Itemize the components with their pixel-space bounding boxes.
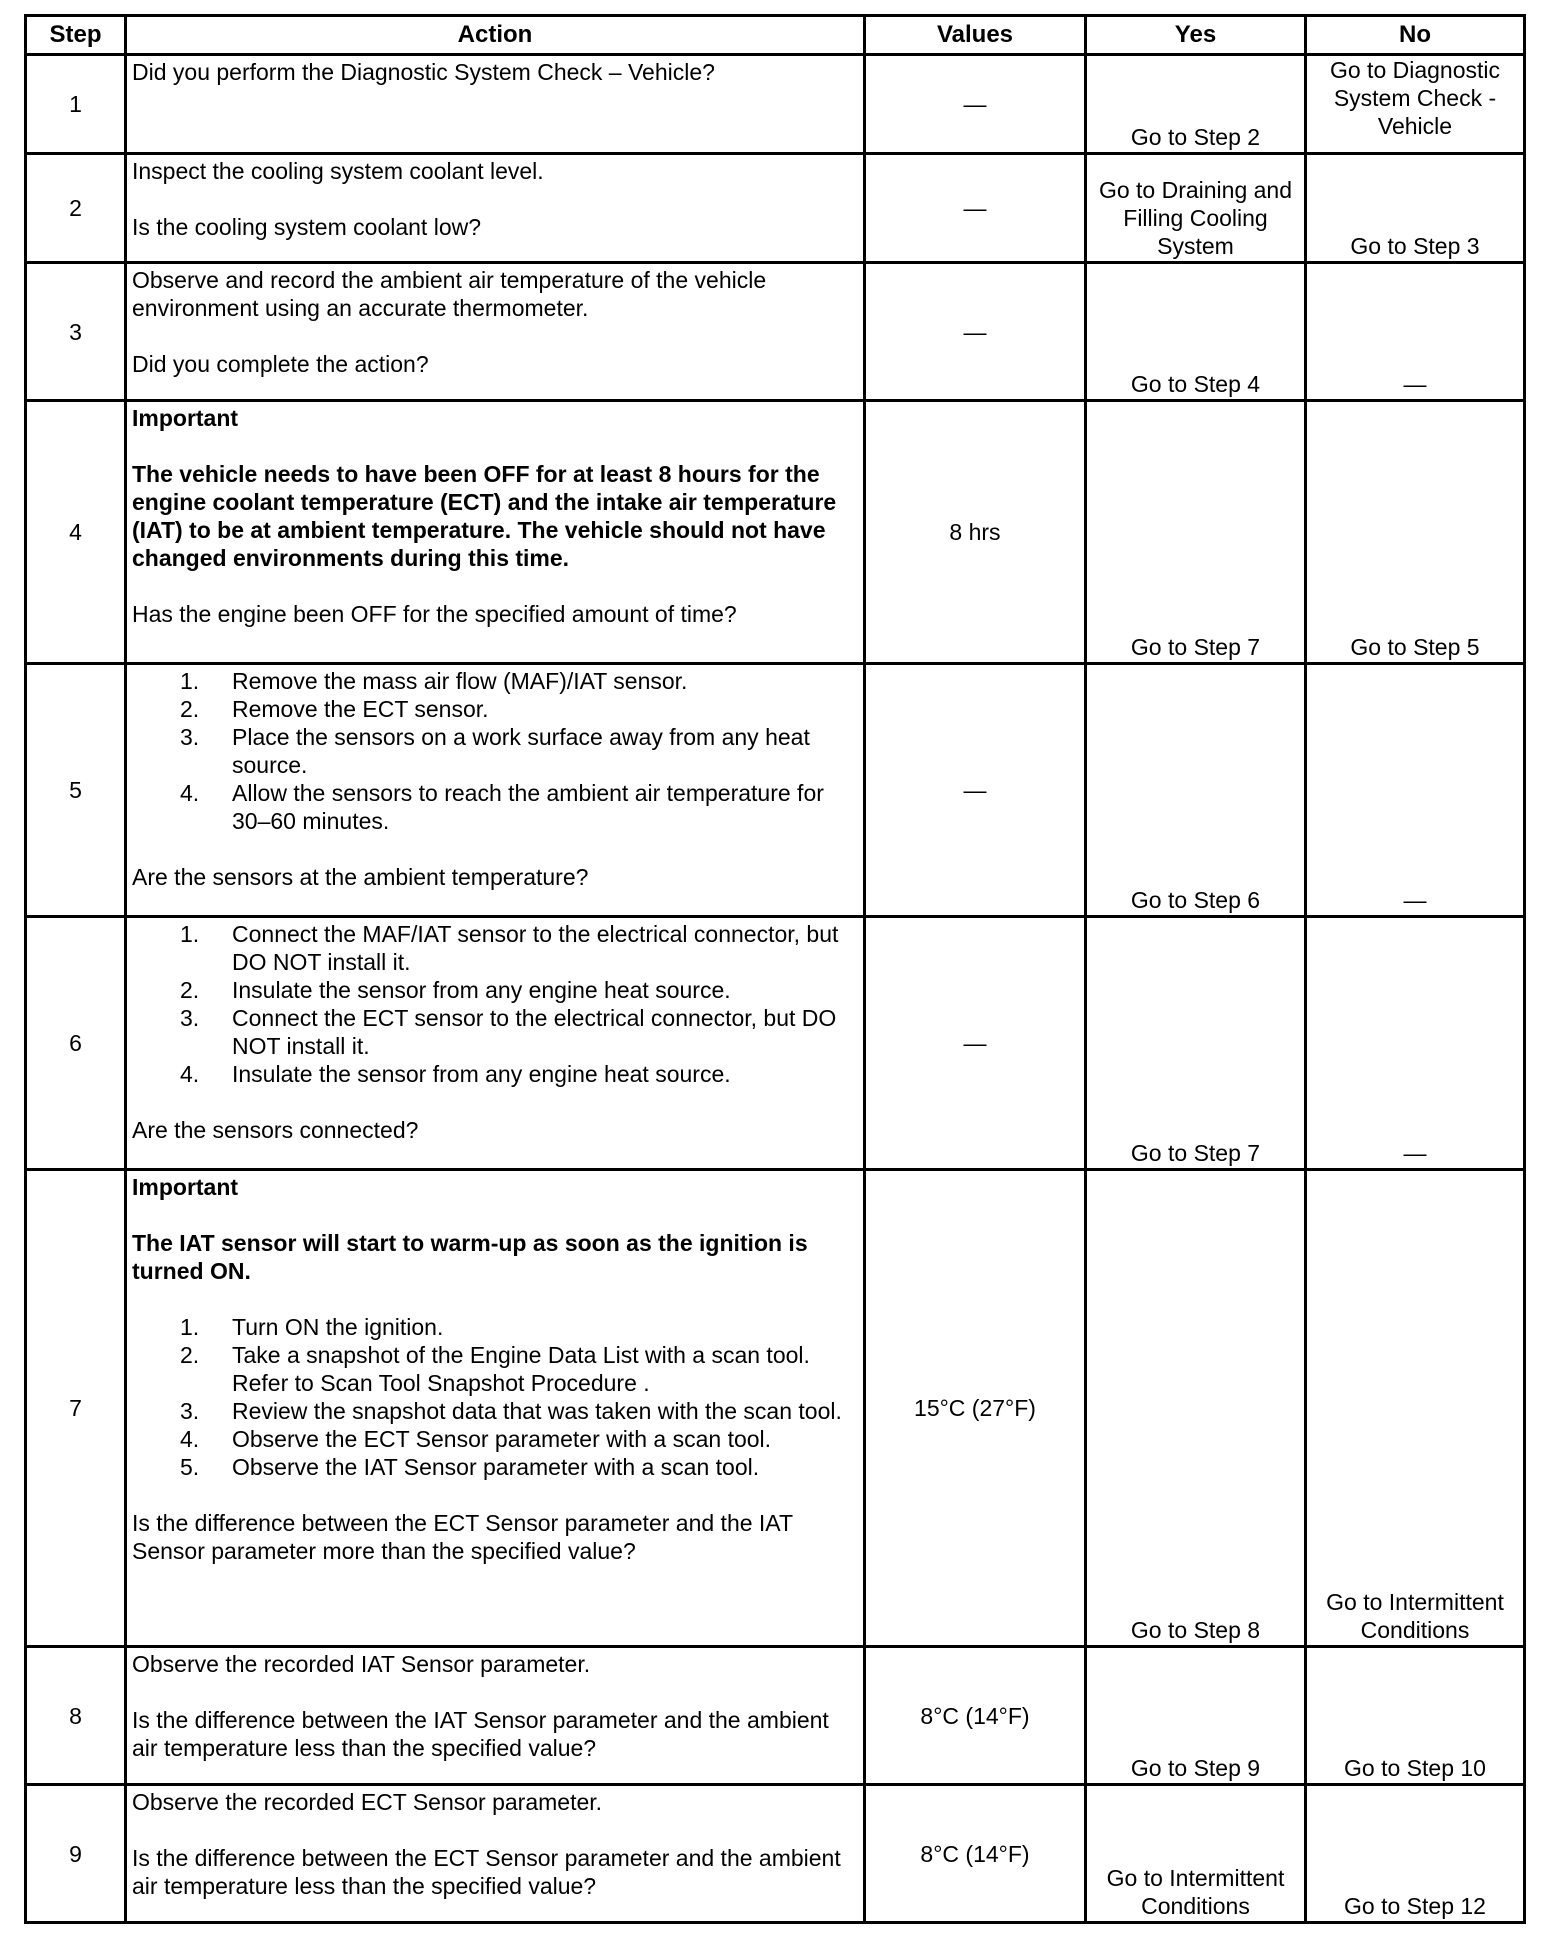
step-number: 9 <box>26 1785 126 1923</box>
list-item: 4. Insulate the sensor from any engine heat source. <box>180 1061 731 1087</box>
no-cell: Go to Diagnostic System Check - Vehicle <box>1306 55 1525 154</box>
list-item: 1. Connect the MAF/IAT sensor to the electrical connector, but DO NOT install it. <box>180 921 839 975</box>
action-question: Are the sensors at the ambient temperature? <box>132 864 589 890</box>
list-item: 4. Observe the ECT Sensor parameter with a scan tool. <box>180 1426 772 1452</box>
action-cell <box>126 917 865 1170</box>
header-values: Values <box>865 16 1086 55</box>
yes-cell: Go to Step 2 <box>1086 55 1306 154</box>
list-item: 3. Review the snapshot data that was taken with the scan tool. <box>180 1398 842 1424</box>
yes-cell: Go to Step 7 <box>1086 917 1306 1170</box>
value-cell: — <box>865 917 1086 1170</box>
action-cell <box>126 1647 865 1785</box>
value-cell: 8 hrs <box>865 401 1086 664</box>
table-row <box>26 1647 1525 1785</box>
value-cell: 8°C (14°F) <box>865 1785 1086 1923</box>
yes-cell: Go to Step 4 <box>1086 263 1306 401</box>
important-text: The vehicle needs to have been OFF for at least 8 hours for the engine coolant temperature (ECT) and the intake air temperature (IAT) to be at ambient temperature. The vehicle should not have changed environments during this time. <box>132 461 837 571</box>
no-cell: Go to Intermittent Conditions <box>1306 1170 1525 1647</box>
no-cell: Go to Step 10 <box>1306 1647 1525 1785</box>
list-item: 2. Take a snapshot of the Engine Data List with a scan tool. Refer to Scan Tool Snapshot Procedure . <box>180 1342 810 1396</box>
diagnostic-table <box>24 14 1526 1924</box>
step-number: 2 <box>26 154 126 263</box>
list-item: 2. Remove the ECT sensor. <box>180 696 489 722</box>
no-cell: — <box>1306 664 1525 917</box>
action-cell <box>126 401 865 664</box>
list-item: 5. Observe the IAT Sensor parameter with a scan tool. <box>180 1454 760 1480</box>
yes-cell: Go to Step 9 <box>1086 1647 1306 1785</box>
yes-cell: Go to Intermittent Conditions <box>1086 1785 1306 1923</box>
action-cell <box>126 664 865 917</box>
yes-cell: Go to Step 7 <box>1086 401 1306 664</box>
action-question: Is the difference between the IAT Sensor parameter and the ambient air temperature less than the specified value? <box>132 1707 829 1761</box>
step-number: 6 <box>26 917 126 1170</box>
action-question: Is the difference between the ECT Sensor parameter and the IAT Sensor parameter more than the specified value? <box>132 1510 793 1564</box>
action-question: Is the difference between the ECT Sensor parameter and the ambient air temperature less than the specified value? <box>132 1845 841 1899</box>
yes-cell: Go to Step 6 <box>1086 664 1306 917</box>
step-number: 4 <box>26 401 126 664</box>
step-number: 5 <box>26 664 126 917</box>
action-question: Has the engine been OFF for the specified amount of time? <box>132 601 737 627</box>
table-row <box>26 263 1525 401</box>
value-cell: — <box>865 55 1086 154</box>
list-item: 1. Turn ON the ignition. <box>180 1314 444 1340</box>
table-row <box>26 664 1525 917</box>
important-label: Important <box>132 1174 239 1200</box>
action-text: Observe the recorded ECT Sensor parameter. <box>132 1789 603 1815</box>
value-cell: — <box>865 664 1086 917</box>
important-label: Important <box>132 405 239 431</box>
table-row <box>26 1170 1525 1647</box>
list-item: 4. Allow the sensors to reach the ambient air temperature for 30–60 minutes. <box>180 780 824 834</box>
action-question: Is the cooling system coolant low? <box>132 214 482 240</box>
step-number: 7 <box>26 1170 126 1647</box>
no-cell: Go to Step 12 <box>1306 1785 1525 1923</box>
list-item: 3. Connect the ECT sensor to the electrical connector, but DO NOT install it. <box>180 1005 837 1059</box>
step-number: 3 <box>26 263 126 401</box>
table-row <box>26 1785 1525 1923</box>
header-step: Step <box>26 16 126 55</box>
action-question: Did you complete the action? <box>132 351 429 377</box>
list-item: 2. Insulate the sensor from any engine heat source. <box>180 977 731 1003</box>
step-number: 8 <box>26 1647 126 1785</box>
table-row <box>26 154 1525 263</box>
action-cell <box>126 55 865 154</box>
header-no: No <box>1306 16 1525 55</box>
no-cell: Go to Step 3 <box>1306 154 1525 263</box>
yes-cell: Go to Step 8 <box>1086 1170 1306 1647</box>
no-cell: — <box>1306 917 1525 1170</box>
header-action: Action <box>126 16 865 55</box>
step-list <box>132 667 858 835</box>
yes-cell: Go to Draining and Filling Cooling System <box>1086 154 1306 263</box>
important-text: The IAT sensor will start to warm-up as soon as the ignition is turned ON. <box>132 1230 808 1284</box>
no-cell: Go to Step 5 <box>1306 401 1525 664</box>
list-item: 3. Place the sensors on a work surface away from any heat source. <box>180 724 810 778</box>
action-cell <box>126 154 865 263</box>
header-row <box>26 16 1525 55</box>
action-cell <box>126 263 865 401</box>
action-text: Observe the recorded IAT Sensor parameter. <box>132 1651 591 1677</box>
action-text: Observe and record the ambient air temperature of the vehicle environment using an accurate thermometer. <box>132 267 767 321</box>
action-text: Inspect the cooling system coolant level. <box>132 158 544 184</box>
step-list <box>132 1313 858 1481</box>
action-cell <box>126 1785 865 1923</box>
table-row <box>26 401 1525 664</box>
value-cell: — <box>865 263 1086 401</box>
action-question: Are the sensors connected? <box>132 1117 419 1143</box>
step-number: 1 <box>26 55 126 154</box>
step-list <box>132 920 858 1088</box>
table-row <box>26 55 1525 154</box>
action-cell <box>126 1170 865 1647</box>
value-cell: 15°C (27°F) <box>865 1170 1086 1647</box>
no-cell: — <box>1306 263 1525 401</box>
value-cell: — <box>865 154 1086 263</box>
diagnostic-table-page <box>24 14 1523 1924</box>
table-row <box>26 917 1525 1170</box>
value-cell: 8°C (14°F) <box>865 1647 1086 1785</box>
action-question: Did you perform the Diagnostic System Check – Vehicle? <box>132 59 715 85</box>
header-yes: Yes <box>1086 16 1306 55</box>
list-item: 1. Remove the mass air flow (MAF)/IAT sensor. <box>180 668 688 694</box>
